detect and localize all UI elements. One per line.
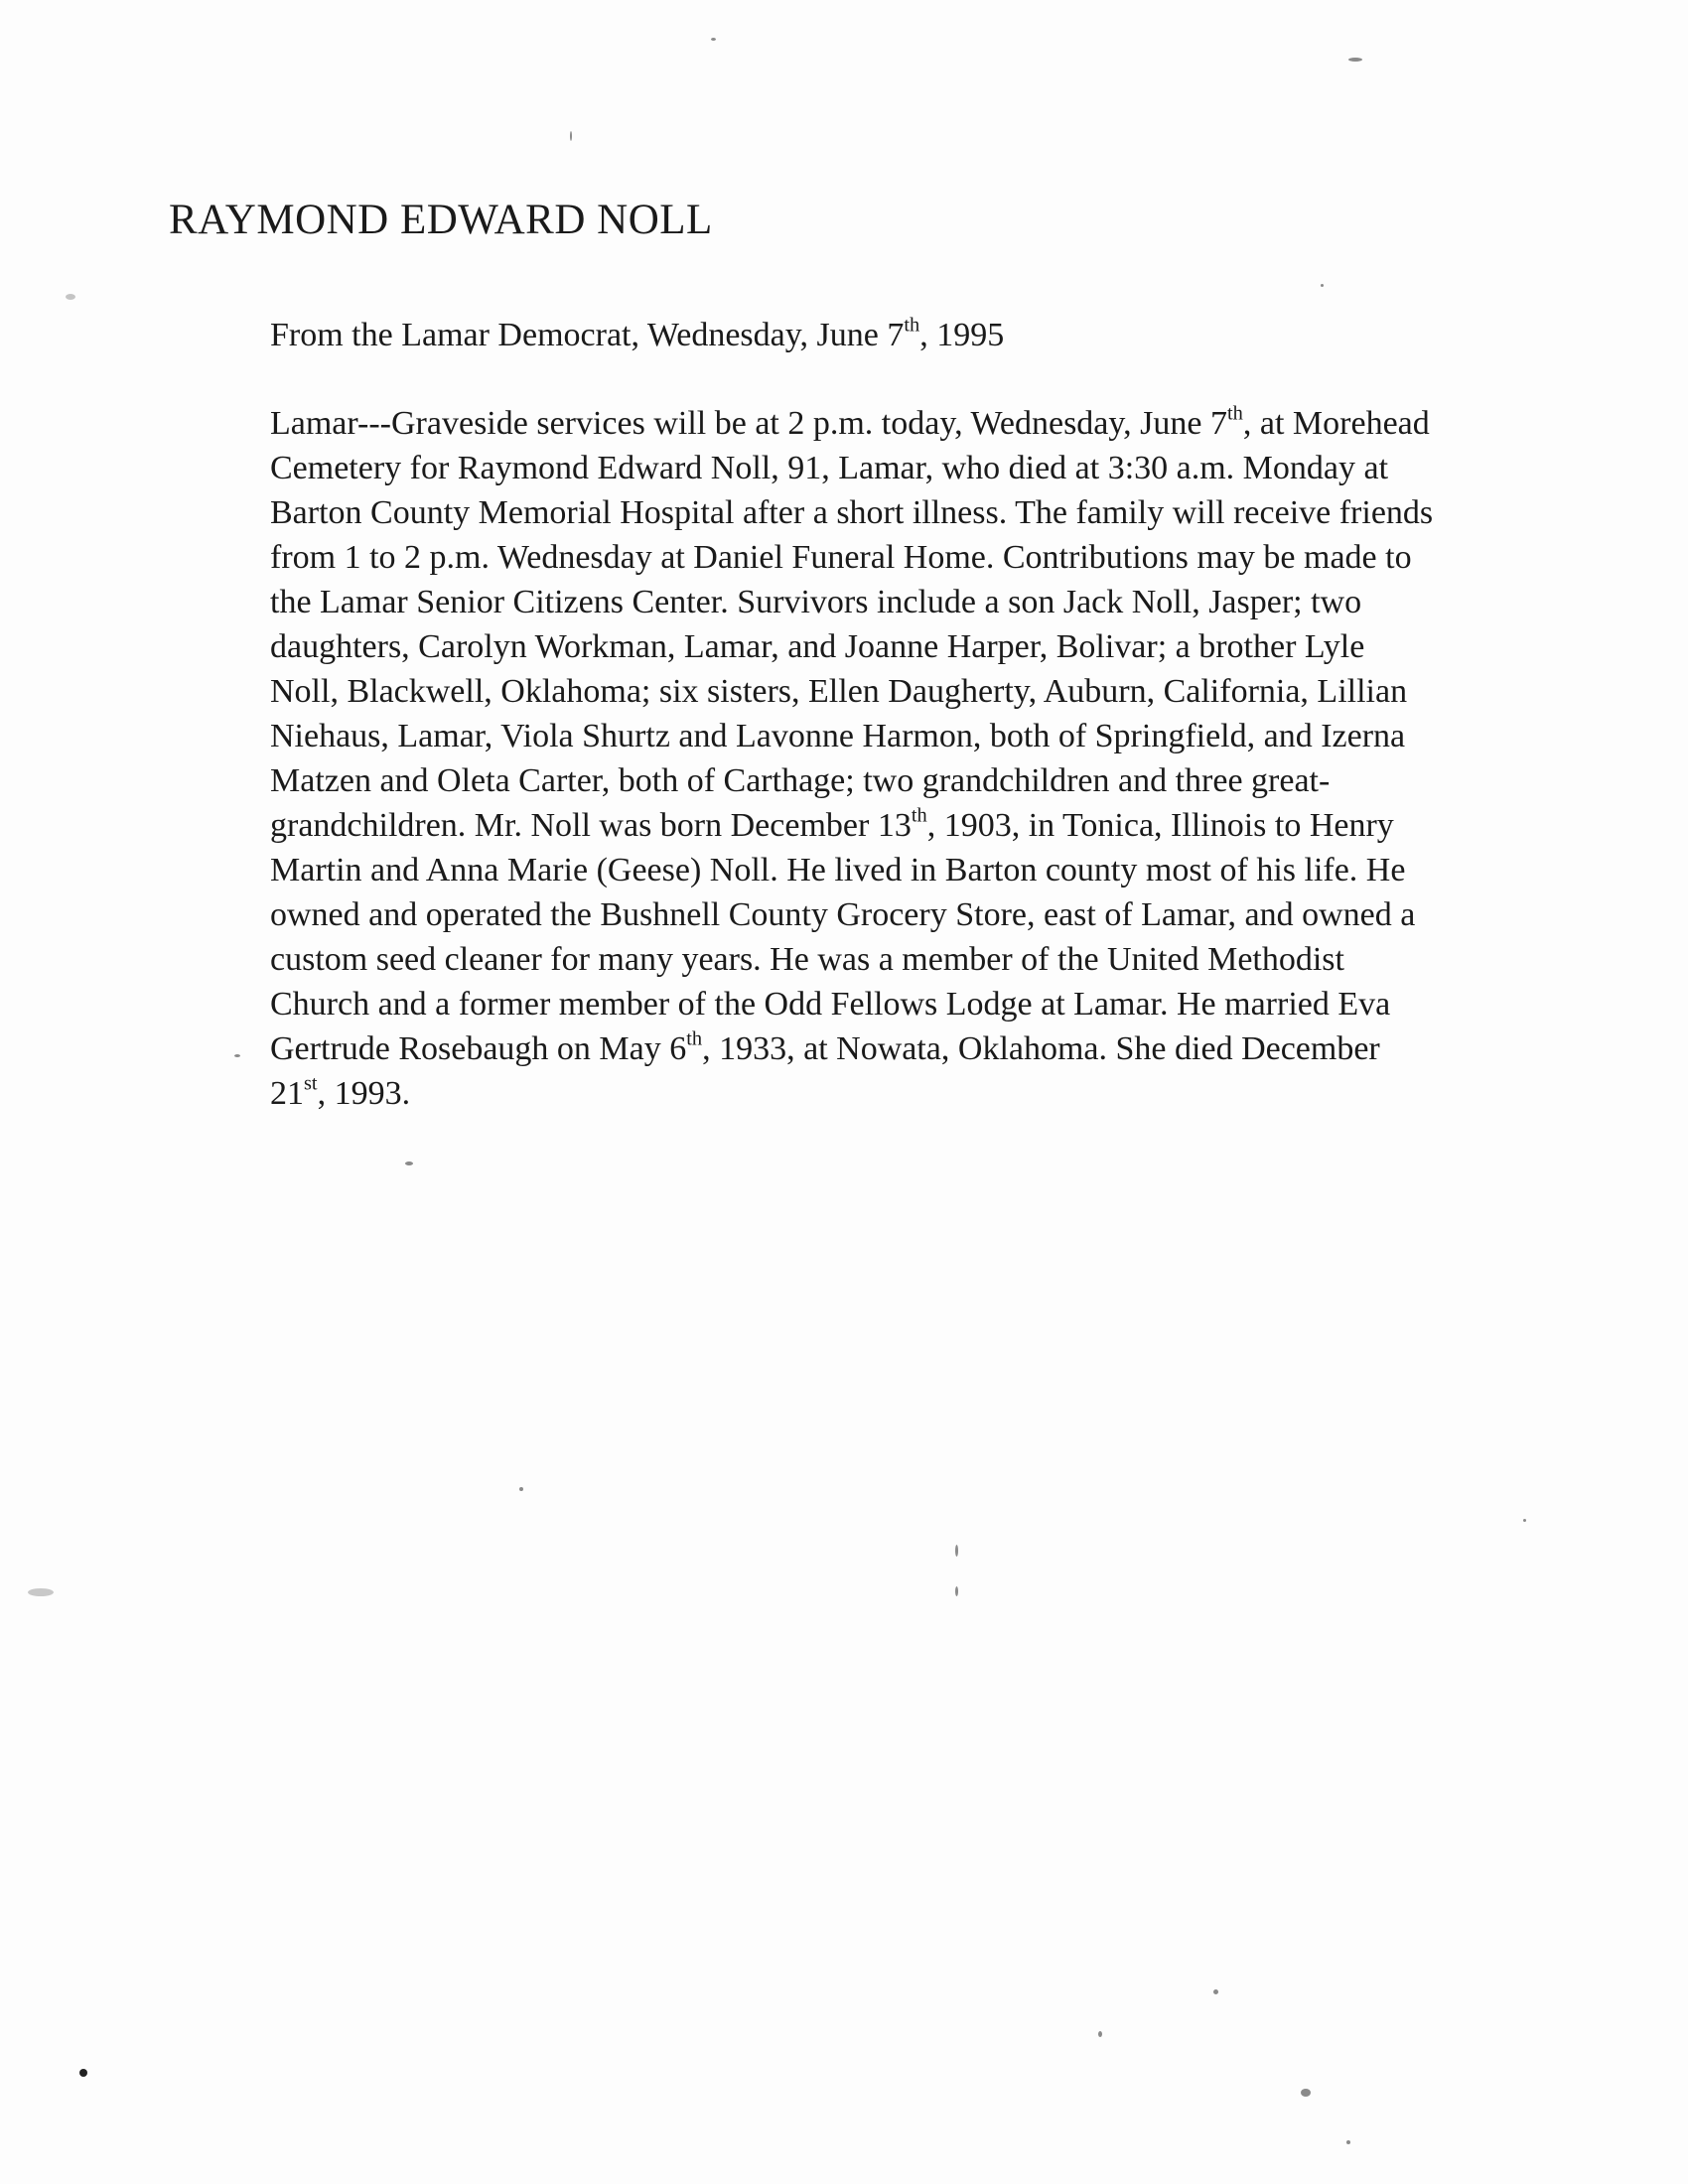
scan-speck <box>1523 1519 1526 1522</box>
body-line <box>270 803 1660 848</box>
body-line-text: , 1903, in Tonica, Illinois to Henry <box>926 807 1394 844</box>
body-line-text: 21 <box>270 1075 304 1112</box>
body-line-text: Noll, Blackwell, Oklahoma; six sisters, Ellen Daugherty, Auburn, California, Lillian <box>270 673 1408 710</box>
ordinal-suffix: th <box>911 804 927 827</box>
source-line <box>270 316 1004 356</box>
body-line <box>270 580 1660 624</box>
scan-speck <box>519 1487 523 1491</box>
body-line-text: Church and a former member of the Odd Fellows Lodge at Lamar. He married Eva <box>270 986 1391 1023</box>
body-line <box>270 446 1660 490</box>
body-line-text: owned and operated the Bushnell County Grocery Store, east of Lamar, and owned a <box>270 896 1416 933</box>
scan-speck <box>711 38 716 41</box>
body-line <box>270 982 1660 1026</box>
body-line <box>270 535 1660 580</box>
body-line-text: Barton County Memorial Hospital after a short illness. The family will receive friends <box>270 494 1434 531</box>
obituary-body <box>270 401 1660 1116</box>
scan-speck <box>66 294 75 300</box>
body-line-text: the Lamar Senior Citizens Center. Survivors include a son Jack Noll, Jasper; two <box>270 584 1362 620</box>
scan-speck <box>1098 2031 1102 2037</box>
scan-speck <box>570 131 572 141</box>
body-line <box>270 1071 1660 1116</box>
scan-speck <box>28 1588 54 1596</box>
body-line <box>270 892 1660 937</box>
body-line-text: Martin and Anna Marie (Geese) Noll. He lived in Barton county most of his life. He <box>270 852 1406 888</box>
source-text: From the Lamar Democrat, Wednesday, June 7 <box>270 317 905 353</box>
scan-speck <box>955 1545 958 1557</box>
source-year: , 1995 <box>919 317 1005 353</box>
body-line-text: Lamar---Graveside services will be at 2 p.m. today, Wednesday, June 7 <box>270 405 1228 442</box>
body-line <box>270 1026 1660 1071</box>
source-ordinal: th <box>904 314 920 337</box>
scan-speck <box>1348 58 1362 62</box>
scan-speck <box>79 2069 87 2077</box>
body-line-text: from 1 to 2 p.m. Wednesday at Daniel Funeral Home. Contributions may be made to <box>270 539 1412 576</box>
scan-speck <box>405 1161 413 1165</box>
body-line-text: , 1993. <box>317 1075 411 1112</box>
body-line-text: daughters, Carolyn Workman, Lamar, and Joanne Harper, Bolivar; a brother Lyle <box>270 628 1365 665</box>
body-line-text: grandchildren. Mr. Noll was born December 13 <box>270 807 912 844</box>
scan-speck <box>1321 284 1324 287</box>
body-line-text: Niehaus, Lamar, Viola Shurtz and Lavonne Harmon, both of Springfield, and Izerna <box>270 718 1406 754</box>
body-line <box>270 937 1660 982</box>
body-line <box>270 669 1660 714</box>
body-line <box>270 401 1660 446</box>
ordinal-suffix: st <box>304 1072 318 1095</box>
body-line <box>270 624 1660 669</box>
scan-speck <box>1346 2140 1350 2144</box>
body-line-text: , at Morehead <box>1242 405 1430 442</box>
body-line <box>270 490 1660 535</box>
body-line-text: Matzen and Oleta Carter, both of Carthage; two grandchildren and three great- <box>270 762 1331 799</box>
ordinal-suffix: th <box>1227 402 1243 425</box>
scan-speck <box>1301 2089 1311 2097</box>
body-line-text: , 1933, at Nowata, Oklahoma. She died December <box>702 1030 1380 1067</box>
scan-speck <box>234 1054 240 1057</box>
obituary-title: RAYMOND EDWARD NOLL <box>169 197 713 243</box>
scan-speck <box>1213 1989 1218 1994</box>
body-line-text: Cemetery for Raymond Edward Noll, 91, Lamar, who died at 3:30 a.m. Monday at <box>270 450 1389 486</box>
body-line <box>270 848 1660 892</box>
scan-speck <box>955 1586 958 1596</box>
body-line-text: Gertrude Rosebaugh on May 6 <box>270 1030 687 1067</box>
ordinal-suffix: th <box>686 1027 703 1050</box>
body-line-text: custom seed cleaner for many years. He was a member of the United Methodist <box>270 941 1344 978</box>
body-line <box>270 714 1660 758</box>
body-line <box>270 758 1660 803</box>
